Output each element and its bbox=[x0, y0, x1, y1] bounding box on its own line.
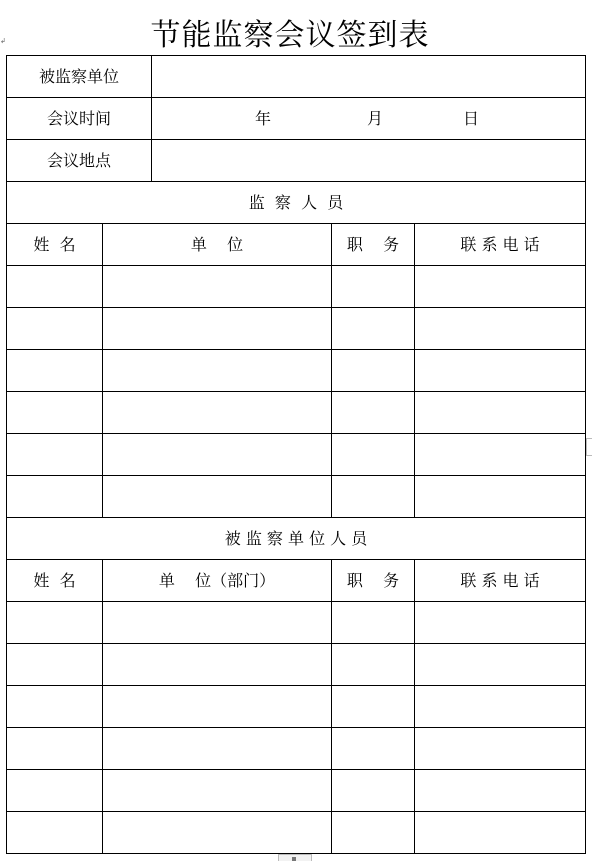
inspector-row[interactable] bbox=[7, 434, 585, 475]
day-label: 日 bbox=[462, 108, 479, 128]
resize-dot-icon bbox=[292, 857, 296, 861]
header-phone: 联 系 电 话 bbox=[460, 234, 540, 254]
inspected-person-row[interactable] bbox=[7, 686, 585, 727]
inspector-row[interactable] bbox=[7, 266, 585, 307]
inspector-row[interactable] bbox=[7, 392, 585, 433]
inspected-person-row[interactable] bbox=[7, 812, 585, 853]
year-label: 年 bbox=[254, 108, 271, 128]
paragraph-marker-icon: ↲ bbox=[0, 37, 6, 45]
inspector-row[interactable] bbox=[7, 350, 585, 391]
inspected-person-row[interactable] bbox=[7, 770, 585, 811]
table-border-bottom bbox=[6, 853, 586, 854]
inspected-person-row[interactable] bbox=[7, 728, 585, 769]
form-title: 节能监察会议签到表 bbox=[150, 18, 430, 53]
inspected-unit-label: 被监察单位 bbox=[38, 66, 119, 86]
header-duty: 职 务 bbox=[346, 234, 400, 254]
header-name: 姓 名 bbox=[33, 570, 76, 590]
month-label: 月 bbox=[366, 108, 383, 128]
meeting-place-label: 会议地点 bbox=[46, 150, 111, 170]
inspected-unit-field[interactable] bbox=[152, 56, 585, 97]
inspector-row[interactable] bbox=[7, 308, 585, 349]
header-name: 姓 名 bbox=[33, 234, 76, 254]
header-unit-department: 单 位（部门） bbox=[158, 570, 276, 590]
header-phone: 联 系 电 话 bbox=[460, 570, 540, 590]
inspected-person-row[interactable] bbox=[7, 602, 585, 643]
header-unit: 单 位 bbox=[190, 234, 244, 254]
meeting-time-label: 会议时间 bbox=[46, 108, 111, 128]
inspector-row[interactable] bbox=[7, 476, 585, 517]
inspectors-section-title: 监 察 人 员 bbox=[248, 192, 344, 212]
inspected-person-row[interactable] bbox=[7, 644, 585, 685]
header-duty: 职 务 bbox=[346, 570, 400, 590]
page-edge-handle[interactable] bbox=[586, 438, 592, 456]
inspected-section-title: 被 监 察 单 位 人 员 bbox=[224, 528, 368, 548]
meeting-place-field[interactable] bbox=[152, 140, 585, 181]
table-border-right bbox=[585, 55, 586, 854]
